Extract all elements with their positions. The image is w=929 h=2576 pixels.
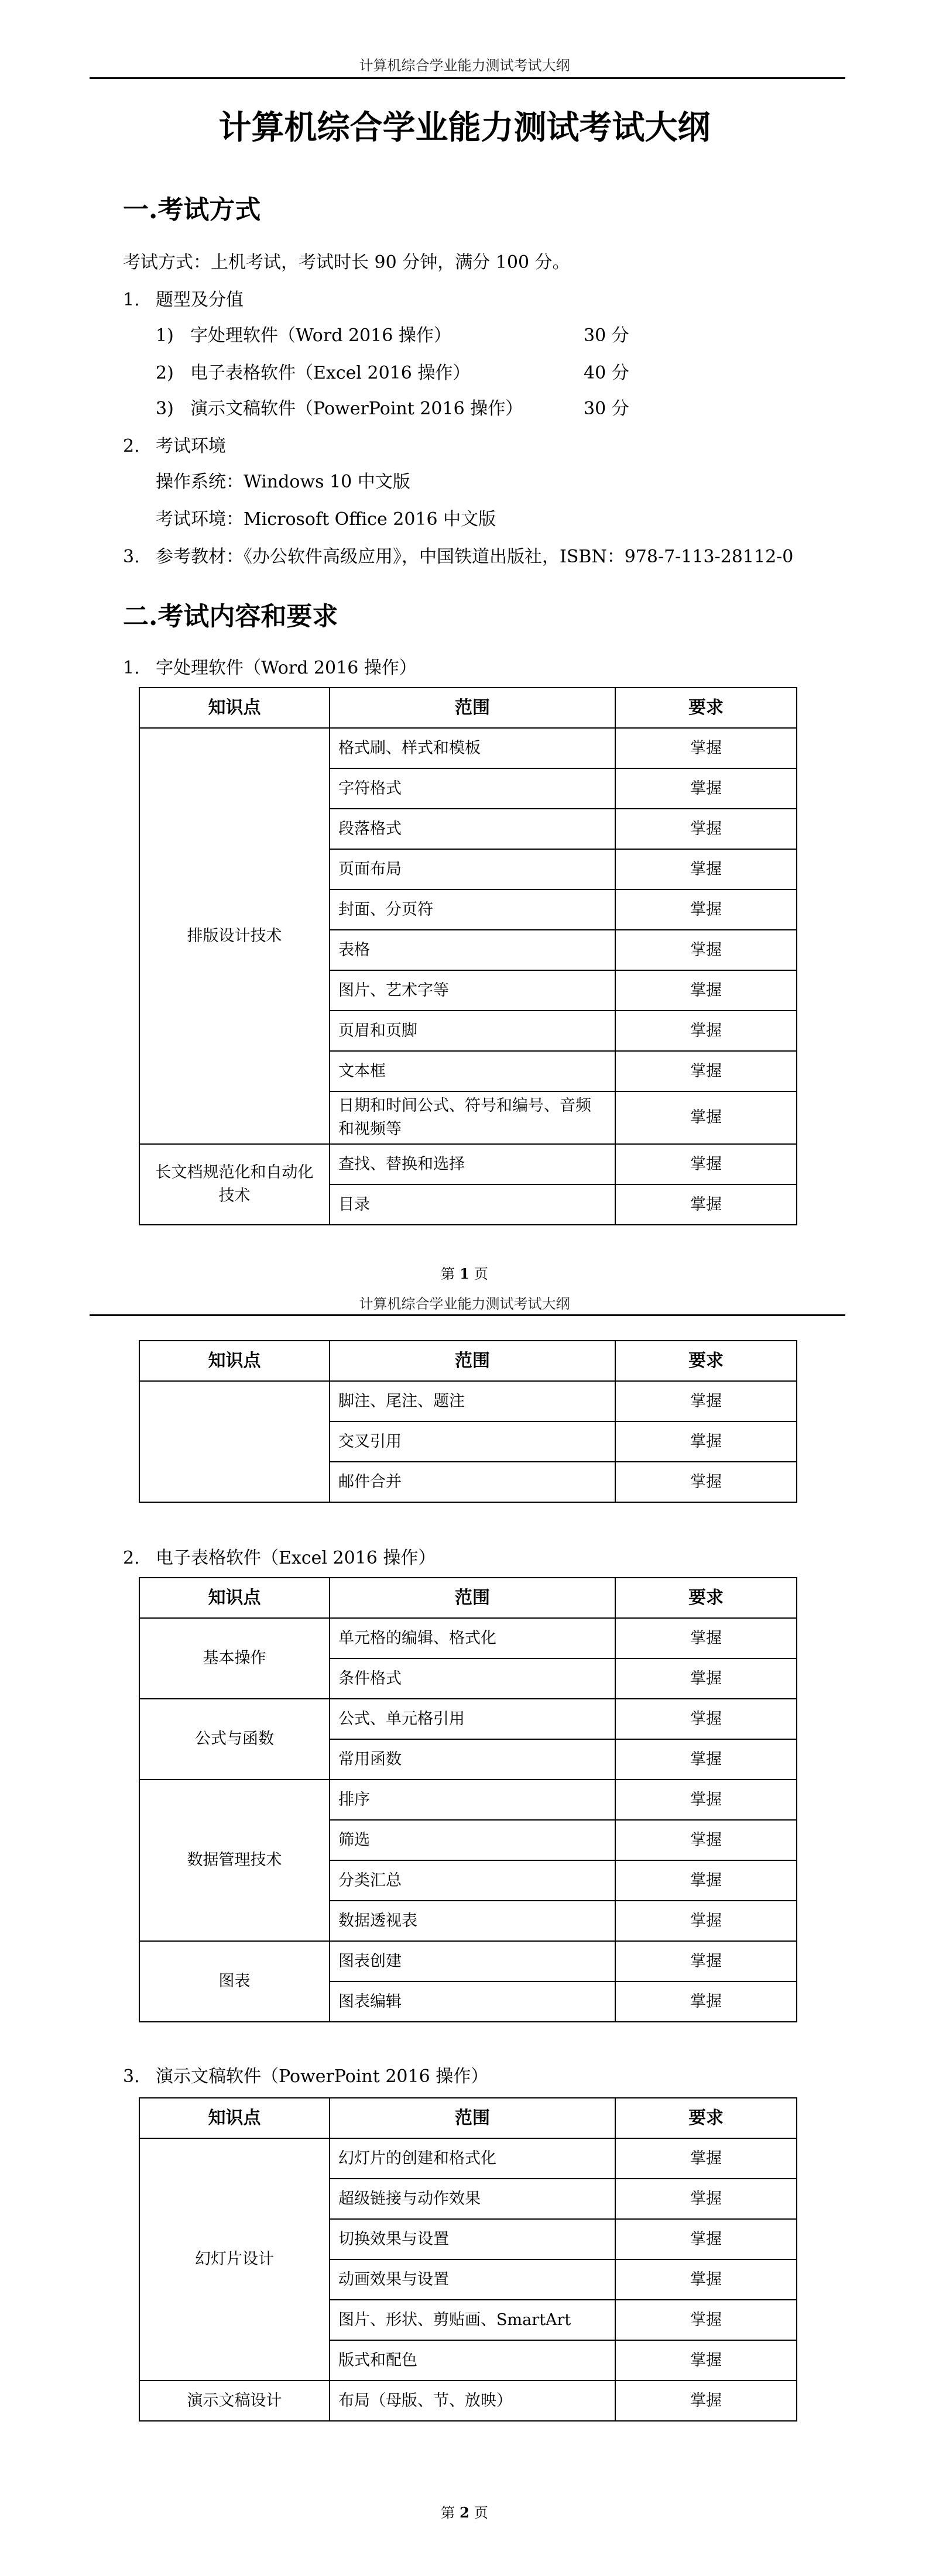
column-header: 知识点 bbox=[139, 688, 330, 728]
table-header-row bbox=[139, 688, 797, 728]
footer-prefix: 第 bbox=[441, 1266, 455, 1282]
knowledge-point-cell: 公式与函数 bbox=[139, 1699, 330, 1780]
list-item-reference-book: 参考教材：《办公软件高级应用》，中国铁道出版社，ISBN：978-7-113-28112-0 bbox=[156, 547, 794, 567]
column-header: 范围 bbox=[330, 2098, 615, 2138]
column-header: 要求 bbox=[615, 2098, 797, 2138]
requirement-cell: 掌握 bbox=[615, 889, 797, 930]
scope-cell: 表格 bbox=[330, 930, 615, 970]
requirement-cell: 掌握 bbox=[615, 1658, 797, 1699]
type-number: 2) bbox=[156, 363, 174, 383]
requirement-cell: 掌握 bbox=[615, 1462, 797, 1502]
word-requirements-table-continued bbox=[139, 1340, 797, 1503]
table-row bbox=[139, 1699, 797, 1739]
scope-cell: 公式、单元格引用 bbox=[330, 1699, 615, 1739]
list-number: 2. bbox=[123, 1548, 140, 1568]
requirement-cell: 掌握 bbox=[615, 1381, 797, 1421]
knowledge-point-cell: 图表 bbox=[139, 1941, 330, 2022]
knowledge-point-cell: 数据管理技术 bbox=[139, 1780, 330, 1941]
knowledge-point-cell: 幻灯片设计 bbox=[139, 2138, 330, 2381]
scope-cell: 切换效果与设置 bbox=[330, 2219, 615, 2259]
type-score: 30 分 bbox=[584, 325, 629, 346]
scope-cell: 格式刷、样式和模板 bbox=[330, 728, 615, 768]
page-footer bbox=[0, 2504, 929, 2522]
subsection-powerpoint: 演示文稿软件（PowerPoint 2016 操作） bbox=[156, 2066, 489, 2087]
operating-system-text: 操作系统：Windows 10 中文版 bbox=[156, 472, 410, 492]
list-number: 1. bbox=[123, 290, 140, 310]
requirement-cell: 掌握 bbox=[615, 1981, 797, 2022]
type-number: 1) bbox=[156, 325, 174, 346]
list-item-exam-environment: 考试环境 bbox=[156, 436, 226, 456]
requirement-cell: 掌握 bbox=[615, 849, 797, 889]
scope-cell: 排序 bbox=[330, 1780, 615, 1820]
list-number: 1. bbox=[123, 658, 140, 678]
table-header-row bbox=[139, 1578, 797, 1618]
table-row bbox=[139, 1144, 797, 1184]
requirement-cell: 掌握 bbox=[615, 1860, 797, 1901]
scope-cell: 脚注、尾注、题注 bbox=[330, 1381, 615, 1421]
scope-cell: 页眉和页脚 bbox=[330, 1011, 615, 1051]
powerpoint-requirements-table bbox=[139, 2097, 797, 2422]
word-requirements-table bbox=[139, 687, 797, 1225]
scope-cell: 条件格式 bbox=[330, 1658, 615, 1699]
table-header-row bbox=[139, 1341, 797, 1381]
requirement-cell: 掌握 bbox=[615, 2340, 797, 2381]
column-header: 知识点 bbox=[139, 1578, 330, 1618]
header-rule bbox=[90, 1314, 845, 1316]
requirement-cell: 掌握 bbox=[615, 2138, 797, 2179]
page-footer bbox=[0, 1265, 929, 1283]
requirement-cell: 掌握 bbox=[615, 1618, 797, 1658]
requirement-cell: 掌握 bbox=[615, 1820, 797, 1860]
scope-cell: 封面、分页符 bbox=[330, 889, 615, 930]
excel-requirements-table bbox=[139, 1577, 797, 2022]
requirement-cell: 掌握 bbox=[615, 2300, 797, 2340]
column-header: 要求 bbox=[615, 1341, 797, 1381]
requirement-cell: 掌握 bbox=[615, 1739, 797, 1780]
scope-cell: 布局（母版、节、放映） bbox=[330, 2381, 615, 2421]
column-header: 要求 bbox=[615, 1578, 797, 1618]
scope-cell: 超级链接与动作效果 bbox=[330, 2179, 615, 2219]
requirement-cell: 掌握 bbox=[615, 2259, 797, 2300]
scope-cell: 幻灯片的创建和格式化 bbox=[330, 2138, 615, 2179]
section-heading-content: 二.考试内容和要求 bbox=[123, 602, 338, 631]
column-header: 范围 bbox=[330, 1341, 615, 1381]
scope-cell: 动画效果与设置 bbox=[330, 2259, 615, 2300]
requirement-cell: 掌握 bbox=[615, 1091, 797, 1144]
requirement-cell: 掌握 bbox=[615, 2381, 797, 2421]
table-header-row bbox=[139, 2098, 797, 2138]
scope-cell: 版式和配色 bbox=[330, 2340, 615, 2381]
type-score: 40 分 bbox=[584, 363, 629, 383]
scope-cell: 图片、艺术字等 bbox=[330, 970, 615, 1011]
scope-cell: 图表创建 bbox=[330, 1941, 615, 1981]
type-label: 字处理软件（Word 2016 操作） bbox=[190, 325, 451, 346]
footer-suffix: 页 bbox=[474, 2505, 488, 2521]
requirement-cell: 掌握 bbox=[615, 1184, 797, 1225]
page-number: 1 bbox=[460, 1265, 469, 1282]
requirement-cell: 掌握 bbox=[615, 2219, 797, 2259]
page-header: 计算机综合学业能力测试考试大纲 bbox=[359, 1296, 570, 1312]
requirement-cell: 掌握 bbox=[615, 809, 797, 849]
scope-cell: 单元格的编辑、格式化 bbox=[330, 1618, 615, 1658]
table-row bbox=[139, 1381, 797, 1421]
scope-cell: 日期和时间公式、符号和编号、音频和视频等 bbox=[330, 1091, 615, 1144]
scope-cell: 图表编辑 bbox=[330, 1981, 615, 2022]
scope-cell: 分类汇总 bbox=[330, 1860, 615, 1901]
knowledge-point-cell bbox=[139, 1381, 330, 1502]
requirement-cell: 掌握 bbox=[615, 1780, 797, 1820]
scope-cell: 段落格式 bbox=[330, 809, 615, 849]
page-header: 计算机综合学业能力测试考试大纲 bbox=[359, 57, 570, 74]
scope-cell: 图片、形状、剪贴画、SmartArt bbox=[330, 2300, 615, 2340]
knowledge-point-cell: 演示文稿设计 bbox=[139, 2381, 330, 2421]
requirement-cell: 掌握 bbox=[615, 768, 797, 809]
type-label: 电子表格软件（Excel 2016 操作） bbox=[190, 363, 471, 383]
exam-mode-text: 考试方式：上机考试，考试时长 90 分钟，满分 100 分。 bbox=[123, 252, 570, 273]
scope-cell: 常用函数 bbox=[330, 1739, 615, 1780]
table-row bbox=[139, 1780, 797, 1820]
requirement-cell: 掌握 bbox=[615, 1699, 797, 1739]
knowledge-point-cell: 长文档规范化和自动化技术 bbox=[139, 1144, 330, 1225]
scope-cell: 目录 bbox=[330, 1184, 615, 1225]
footer-suffix: 页 bbox=[474, 1266, 488, 1282]
table-row bbox=[139, 1618, 797, 1658]
table-row bbox=[139, 1941, 797, 1981]
requirement-cell: 掌握 bbox=[615, 728, 797, 768]
list-item-question-types: 题型及分值 bbox=[156, 290, 244, 310]
requirement-cell: 掌握 bbox=[615, 1011, 797, 1051]
table-row bbox=[139, 2138, 797, 2179]
document-title: 计算机综合学业能力测试考试大纲 bbox=[218, 108, 711, 147]
table-row bbox=[139, 2381, 797, 2421]
column-header: 范围 bbox=[330, 688, 615, 728]
type-score: 30 分 bbox=[584, 399, 629, 419]
list-number: 2. bbox=[123, 436, 140, 456]
scope-cell: 查找、替换和选择 bbox=[330, 1144, 615, 1184]
type-number: 3) bbox=[156, 399, 174, 419]
column-header: 范围 bbox=[330, 1578, 615, 1618]
requirement-cell: 掌握 bbox=[615, 1901, 797, 1941]
column-header: 知识点 bbox=[139, 2098, 330, 2138]
requirement-cell: 掌握 bbox=[615, 1051, 797, 1091]
scope-cell: 页面布局 bbox=[330, 849, 615, 889]
requirement-cell: 掌握 bbox=[615, 1144, 797, 1184]
requirement-cell: 掌握 bbox=[615, 930, 797, 970]
requirement-cell: 掌握 bbox=[615, 1421, 797, 1462]
scope-cell: 交叉引用 bbox=[330, 1421, 615, 1462]
scope-cell: 筛选 bbox=[330, 1820, 615, 1860]
scope-cell: 字符格式 bbox=[330, 768, 615, 809]
knowledge-point-cell: 基本操作 bbox=[139, 1618, 330, 1699]
type-label: 演示文稿软件（PowerPoint 2016 操作） bbox=[190, 399, 523, 419]
list-number: 3. bbox=[123, 547, 140, 567]
column-header: 要求 bbox=[615, 688, 797, 728]
subsection-excel: 电子表格软件（Excel 2016 操作） bbox=[156, 1548, 436, 1568]
page-number: 2 bbox=[460, 2504, 469, 2521]
footer-prefix: 第 bbox=[441, 2505, 455, 2521]
column-header: 知识点 bbox=[139, 1341, 330, 1381]
scope-cell: 邮件合并 bbox=[330, 1462, 615, 1502]
subsection-word: 字处理软件（Word 2016 操作） bbox=[156, 658, 417, 678]
header-rule bbox=[90, 77, 845, 79]
scope-cell: 文本框 bbox=[330, 1051, 615, 1091]
requirement-cell: 掌握 bbox=[615, 1941, 797, 1981]
knowledge-point-cell: 排版设计技术 bbox=[139, 728, 330, 1144]
section-heading-exam-mode: 一.考试方式 bbox=[123, 195, 261, 225]
requirement-cell: 掌握 bbox=[615, 970, 797, 1011]
exam-environment-text: 考试环境：Microsoft Office 2016 中文版 bbox=[156, 509, 496, 530]
table-row bbox=[139, 728, 797, 768]
list-number: 3. bbox=[123, 2066, 140, 2087]
scope-cell: 数据透视表 bbox=[330, 1901, 615, 1941]
requirement-cell: 掌握 bbox=[615, 2179, 797, 2219]
